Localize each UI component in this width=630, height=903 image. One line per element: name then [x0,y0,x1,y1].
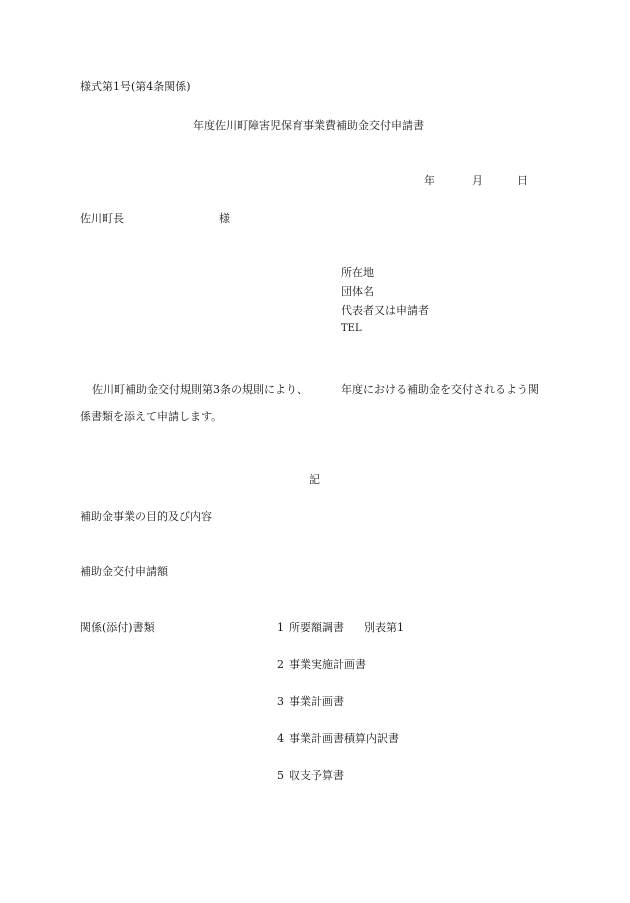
body-line1-part2: 年度における補助金を交付されるよう関 [341,383,539,396]
document-5-number: 5 [277,769,284,782]
date-day: 日 [517,174,528,187]
form-number: 様式第1号(第4条関係) [80,80,191,93]
ki-heading: 記 [309,473,320,486]
date-month: 月 [472,174,483,187]
addressee-name: 佐川町長 [80,212,124,225]
date-year: 年 [424,174,435,187]
document-3-name: 事業計画書 [289,695,344,708]
document-4-number: 4 [277,732,284,745]
applicant-address-label: 所在地 [341,266,374,279]
amount-label: 補助金交付申請額 [80,565,168,578]
form-title: 年度佐川町障害児保育事業費補助金交付申請書 [193,119,424,132]
document-2-number: 2 [277,658,284,671]
document-1-number: 1 [277,621,284,634]
body-line1-part1: 佐川町補助金交付規則第3条の規則により、 [92,383,308,396]
addressee-honorific: 様 [219,212,230,225]
document-3-number: 3 [277,695,284,708]
document-5-name: 収支予算書 [289,769,344,782]
document-1-name: 所要額調書 [289,621,344,634]
applicant-tel-label: TEL [341,323,362,334]
document-1-note: 別表第1 [364,621,404,634]
documents-label: 関係(添付)書類 [80,621,155,634]
body-line2: 係書類を添えて申請します。 [80,410,223,423]
purpose-label: 補助金事業の目的及び内容 [80,510,212,523]
applicant-group-label: 団体名 [341,285,374,298]
applicant-representative-label: 代表者又は申請者 [341,304,429,317]
document-4-name: 事業計画書積算内訳書 [289,732,399,745]
document-2-name: 事業実施計画書 [289,658,366,671]
